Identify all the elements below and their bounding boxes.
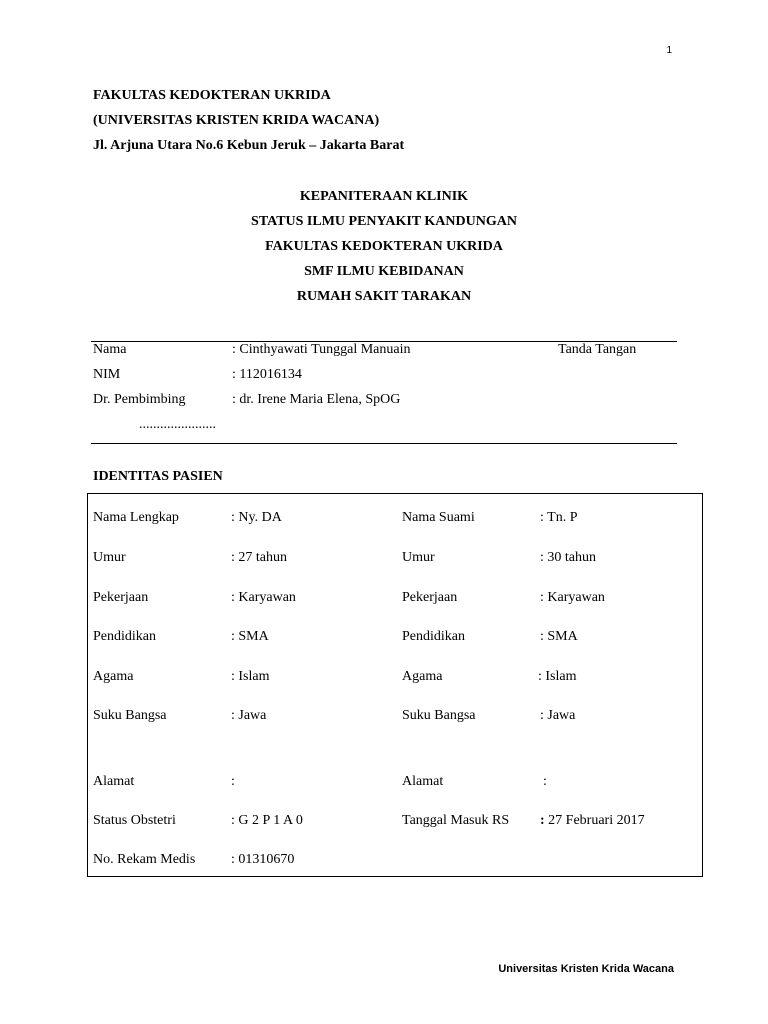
signature-dots: ...................... — [139, 417, 216, 432]
admission-date-label: Tanggal Masuk RS — [402, 813, 510, 828]
husband-field-value: : SMA — [540, 629, 578, 644]
student-name-row — [93, 340, 677, 365]
student-name-label: Nama — [93, 342, 127, 357]
student-nim-row — [93, 365, 677, 390]
title-line: SMF ILMU KEBIDANAN — [304, 264, 464, 279]
admission-date-colon: : — [540, 813, 545, 828]
document-titles — [0, 187, 768, 312]
nim-label: NIM — [93, 367, 121, 382]
patient-row — [88, 507, 702, 529]
patient-row — [88, 666, 702, 688]
husband-field-label: Suku Bangsa — [402, 708, 476, 723]
admission-date-value — [540, 810, 645, 832]
title-line: FAKULTAS KEDOKTERAN UKRIDA — [265, 239, 503, 254]
title-line: STATUS ILMU PENYAKIT KANDUNGAN — [251, 214, 517, 229]
student-info — [93, 340, 677, 440]
patient-field-label: No. Rekam Medis — [93, 852, 196, 867]
institution-address: Jl. Arjuna Utara No.6 Kebun Jeruk – Jakarta Barat — [93, 138, 405, 153]
patient-row — [88, 849, 702, 871]
institution-header — [93, 86, 404, 161]
patient-field-label: Nama Lengkap — [93, 510, 179, 525]
signature-dots-row — [93, 415, 677, 440]
faculty-name: FAKULTAS KEDOKTERAN UKRIDA — [93, 88, 331, 103]
divider-bottom — [91, 443, 677, 444]
husband-field-value: : Islam — [538, 669, 577, 684]
patient-field-value: : Jawa — [231, 708, 267, 723]
patient-row — [88, 771, 702, 793]
patient-field-value: : Islam — [231, 669, 270, 684]
patient-field-value: : 27 tahun — [231, 550, 287, 565]
husband-field-value: : Jawa — [540, 708, 576, 723]
signature-label: Tanda Tangan — [558, 342, 637, 357]
university-name: (UNIVERSITAS KRISTEN KRIDA WACANA) — [93, 113, 380, 128]
patient-field-label: Status Obstetri — [93, 813, 176, 828]
patient-field-value: : — [231, 774, 235, 789]
patient-row — [88, 587, 702, 609]
supervisor-row — [93, 390, 677, 415]
patient-row — [88, 547, 702, 569]
husband-field-label: Pekerjaan — [402, 590, 458, 605]
husband-field-value: : Karyawan — [540, 590, 605, 605]
patient-section-title: IDENTITAS PASIEN — [93, 469, 223, 484]
patient-row — [88, 810, 702, 832]
patient-row — [88, 705, 702, 727]
husband-field-label: Pendidikan — [402, 629, 465, 644]
patient-identity-table — [87, 493, 703, 877]
husband-field-label: Nama Suami — [402, 510, 475, 525]
page-number: 1 — [666, 45, 672, 56]
patient-field-label: Umur — [93, 550, 126, 565]
student-name-value: : Cinthyawati Tunggal Manuain — [232, 342, 411, 357]
title-line: KEPANITERAAN KLINIK — [299, 189, 469, 204]
patient-field-value: : Ny. DA — [231, 510, 282, 525]
title-line: RUMAH SAKIT TARAKAN — [296, 289, 472, 304]
husband-field-value: : Tn. P — [540, 510, 578, 525]
nim-value: : 112016134 — [232, 367, 302, 382]
patient-field-label: Alamat — [93, 774, 135, 789]
husband-field-label: Alamat — [402, 774, 444, 789]
husband-field-value: : — [543, 774, 547, 789]
patient-field-label: Pendidikan — [93, 629, 156, 644]
patient-field-value: : Karyawan — [231, 590, 296, 605]
husband-field-value: : 30 tahun — [540, 550, 596, 565]
patient-field-value: : G 2 P 1 A 0 — [231, 813, 303, 828]
supervisor-value: : dr. Irene Maria Elena, SpOG — [232, 392, 401, 407]
patient-field-label: Suku Bangsa — [93, 708, 167, 723]
husband-field-label: Agama — [402, 669, 443, 684]
patient-field-label: Agama — [93, 669, 134, 684]
page-footer: Universitas Kristen Krida Wacana — [498, 963, 674, 975]
supervisor-label: Dr. Pembimbing — [93, 392, 186, 407]
patient-field-value: : SMA — [231, 629, 269, 644]
admission-date-text: 27 Februari 2017 — [544, 813, 645, 828]
patient-field-label: Pekerjaan — [93, 590, 149, 605]
patient-field-value: : 01310670 — [231, 852, 295, 867]
husband-field-label: Umur — [402, 550, 435, 565]
patient-row — [88, 626, 702, 648]
